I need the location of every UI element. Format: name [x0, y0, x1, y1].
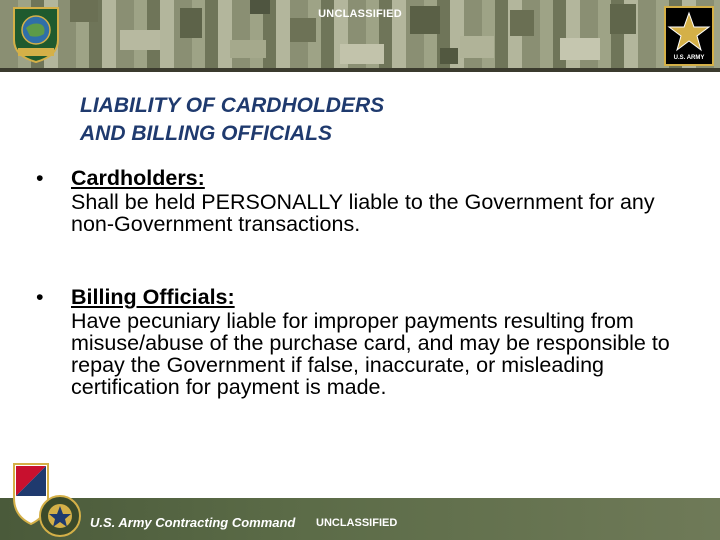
title-line-2: AND BILLING OFFICIALS — [80, 122, 332, 145]
army-star-icon — [666, 10, 712, 52]
bullet-body: Have pecuniary liable for improper payments resulting from misuse/abuse of the purchase card, and may be responsible to repay the Government if false, inaccurate, or misleading certification for payment is made. — [71, 309, 670, 399]
title-line-1: LIABILITY OF CARDHOLDERS — [80, 94, 385, 117]
banner-divider — [0, 68, 720, 72]
army-contracting-command-logo-icon — [8, 462, 90, 540]
mission-seal-icon — [8, 6, 64, 64]
top-classification-label: UNCLASSIFIED — [318, 8, 402, 20]
bullet-marker: • — [36, 285, 44, 309]
bullet-body: Shall be held PERSONALLY liable to the Government for any non-Government transactions. — [71, 190, 655, 236]
footer-organization: U.S. Army Contracting Command — [90, 515, 296, 530]
bullet-heading: Billing Officials: — [71, 285, 235, 309]
bullet-heading: Cardholders: — [71, 166, 205, 190]
bullet-marker: • — [36, 166, 44, 190]
page-title — [80, 92, 540, 148]
army-logo-text: U.S. ARMY — [673, 55, 705, 61]
footer-classification: UNCLASSIFIED — [316, 517, 398, 529]
footer-bar — [0, 498, 720, 540]
army-logo — [664, 6, 714, 66]
